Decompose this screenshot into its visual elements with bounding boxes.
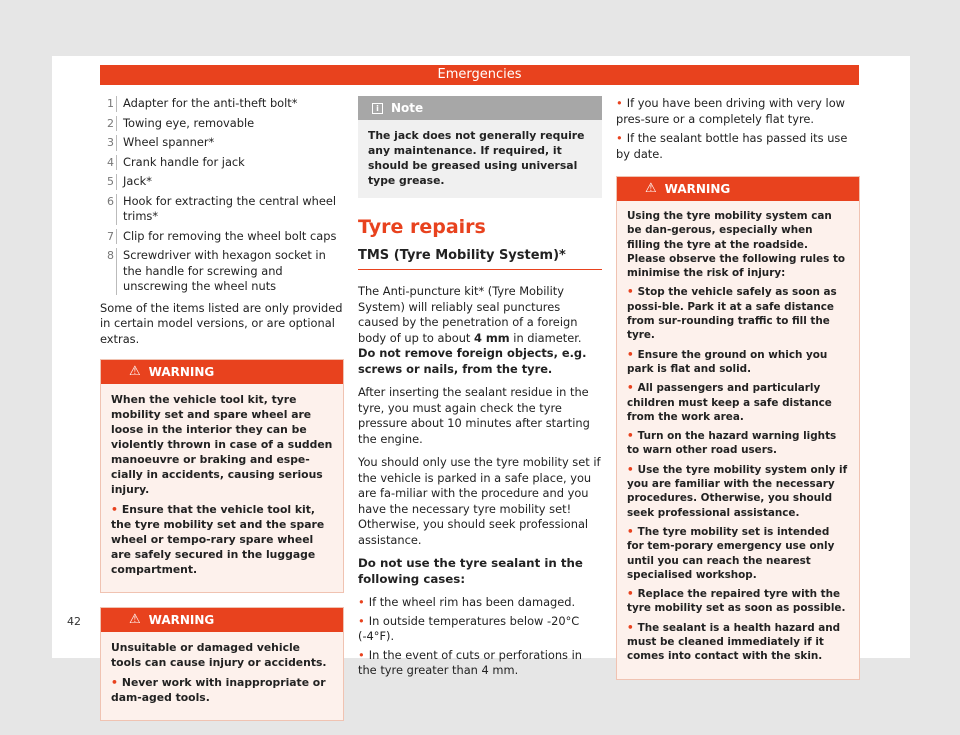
bullet-icon: • (627, 621, 634, 634)
subsection-title: TMS (Tyre Mobility System)* (358, 248, 602, 271)
warning-header: ⚠ WARNING (101, 608, 343, 632)
bullet-icon: • (111, 676, 118, 689)
page-number: 42 (67, 615, 81, 628)
list-item: 2 Towing eye, removable (100, 116, 344, 132)
warning-triangle-icon: ⚠ (645, 181, 657, 196)
column-2 (358, 96, 602, 682)
bullet-icon: • (627, 382, 634, 395)
list-item: • If the wheel rim has been damaged. (358, 595, 576, 609)
list-item: 7 Clip for removing the wheel bolt caps (100, 229, 344, 245)
list-item: • In the event of cuts or perforations in the tyre greater than 4 mm. (358, 647, 582, 677)
list-item: • If you have been driving with very low pres-sure or a completely flat tyre. (616, 96, 845, 126)
tool-list (100, 96, 344, 295)
warning-header: ⚠ WARNING (617, 177, 859, 201)
list-item: • In outside temperatures below -20°C (-4°F). (358, 613, 580, 643)
column-1 (100, 96, 344, 735)
bullet-icon: • (627, 348, 634, 361)
bullet-icon: • (627, 463, 634, 476)
bullet-icon: • (627, 430, 634, 443)
bullet-icon: • (358, 595, 365, 609)
note-header: i Note (358, 96, 602, 120)
bullet-icon: • (111, 503, 118, 516)
section-header: Emergencies (100, 65, 859, 85)
warning-header: ⚠ WARNING (101, 360, 343, 384)
availability-note: Some of the items listed are only provided in certain model versions, or are optional extras. (100, 300, 343, 346)
warning-box-1 (100, 359, 344, 593)
warning-body: Unsuitable or damaged vehicle tools can cause injury or accidents. • Never work with inappropriate or dam-aged tools. (111, 641, 327, 704)
warning-box-2 (100, 607, 344, 721)
warning-triangle-icon: ⚠ (129, 612, 141, 627)
list-item: 5 Jack* (100, 174, 344, 190)
warning-box-3 (616, 176, 860, 680)
bullet-icon: • (358, 647, 365, 662)
section-title: Tyre repairs (358, 216, 486, 238)
bullet-icon: • (627, 286, 634, 299)
list-item: 4 Crank handle for jack (100, 155, 344, 171)
list-item: 8 Screwdriver with hexagon socket in the handle for screwing and unscrewing the wheel nuts (100, 248, 344, 295)
bullet-icon: • (616, 96, 623, 110)
paragraph-pressure: After inserting the sealant residue in the tyre, you must again check the tyre pressure about 10 minutes after starting the engine. (358, 385, 590, 446)
list-item: 6 Hook for extracting the central wheel trims* (100, 194, 344, 225)
note-box (358, 96, 602, 198)
warning-body: When the vehicle tool kit, tyre mobility set and spare wheel are loose in the interior they can be violently thrown in case of a sudden manoeuvre or braking and espe-cially in accidents, causing serious injury. • Ensure that the vehicle tool kit, the tyre mobility set and the spare wheel or tempo-rary spare wheel are safely secured in the luggage compartment. (111, 393, 333, 576)
list-item: 3 Wheel spanner* (100, 135, 344, 151)
column-3 (616, 96, 860, 694)
paragraph-usage: You should only use the tyre mobility set if the vehicle is parked in a safe place, you are fa-miliar with the procedure and you have the necessary tyre mobility set! Otherwise, you should seek professional assistance. (358, 455, 601, 547)
note-body: The jack does not generally require any maintenance. If required, it should be greased using universal type grease. (368, 129, 585, 187)
list-item: 1 Adapter for the anti-theft bolt* (100, 96, 344, 112)
bullet-icon: • (358, 613, 365, 628)
list-item: • If the sealant bottle has passed its use by date. (616, 131, 848, 161)
bullet-icon: • (627, 525, 634, 538)
bullet-icon: • (616, 131, 623, 145)
bullet-icon: • (627, 588, 634, 601)
info-icon: i (372, 103, 383, 114)
paragraph-intro: The Anti-puncture kit* (Tyre Mobility System) will reliably seal punctures caused by the penetration of a foreign body of up to about 4 mm in diameter. Do not remove foreign objects, e.g. screws or nails, from the tyre. (358, 284, 587, 376)
cases-title: Do not use the tyre sealant in the following cases: (358, 556, 583, 586)
warning-body: Using the tyre mobility system can be dan-gerous, especially when filling the tyre at the roadside. Please observe the following rules to minimise the risk of injury: • Stop the vehicle safely as soon as possi-ble. Park it at a safe distance from sur-rounding traffic to fill the tyre. • Ensure the ground on which you park is flat and solid. • All passengers and particularly children must keep a safe distance from the work area. • Turn on the hazard warning lights to warn other road users. • Use the tyre mobility system only if you are familiar with the necessary procedures. Otherwise, you should seek professional assistance. • The tyre mobility set is intended for tem-porary emergency use only until you can reach the nearest specialised workshop. • Replace the repaired tyre with the tyre mobility set as soon as possible. • The sealant is a health hazard and must be cleaned immediately if it comes into contact with the skin. (627, 210, 848, 663)
warning-triangle-icon: ⚠ (129, 364, 141, 379)
